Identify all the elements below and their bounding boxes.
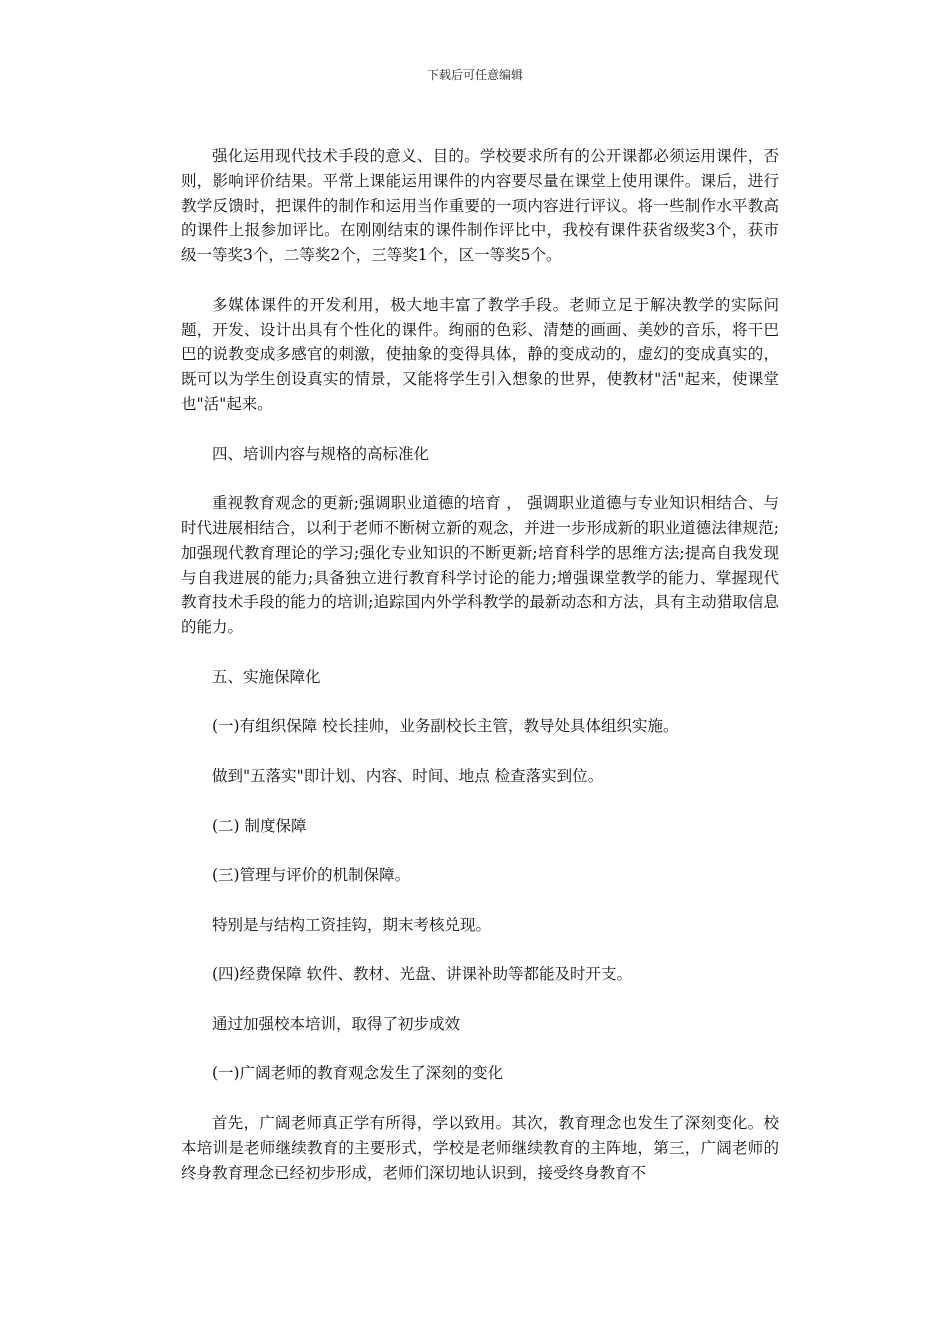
paragraph-training-content: 重视教育观念的更新;强调职业道德的培育 ， 强调职业道德与专业知识相结合、与时代进展相结合，以利于老师不断树立新的观念，并进一步形成新的职业道德法律规范;加强现代教育理论的学习;强化专业知识的不断更新;培育科学的思维方法;提高自我发现与自我进展的能力;具备独立进行教育科学讨论的能力;增强课堂教学的能力、掌握现代教育技术手段的能力的培训;追踪国内外学科教学的最新动态和方法，具有主动猎取信息的能力。 [181, 494, 779, 637]
paragraph-results-intro: 通过加强校本培训，取得了初步成效 [212, 1014, 461, 1033]
paragraph-five-implementations: 做到"五落实"即计划、内容、时间、地点 检查落实到位。 [212, 766, 604, 785]
document-body [181, 144, 779, 1185]
paragraph-results-detail: 首先，广阔老师真正学有所得，学以致用。其次，教育理念也发生了深刻变化。校本培训是老师继续教育的主要形式，学校是老师继续教育的主阵地，第三，广阔老师的终身教育理念已经初步形成，老师们深切地认识到，接受终身教育不 [181, 1114, 779, 1182]
paragraph-results-heading-1: (一)广阔老师的教育观念发生了深刻的变化 [212, 1064, 504, 1083]
paragraph-courseware-usage: 强化运用现代技术手段的意义、目的。学校要求所有的公开课都必须运用课件，否则，影响评价结果。平常上课能运用课件的内容要尽量在课堂上使用课件。课后，进行教学反馈时，把课件的制作和运用当作重要的一项内容进行评议。将一些制作水平教高的课件上报参加评比。在刚刚结束的课件制作评比中，我校有课件获省级奖3个，获市级一等奖3个，二等奖2个，三等奖1个，区一等奖5个。 [181, 147, 779, 265]
paragraph-salary-link: 特别是与结构工资挂钩，期末考核兑现。 [212, 915, 492, 934]
paragraph-system-guarantee: (二) 制度保障 [212, 816, 307, 835]
header-note: 下载后可任意编辑 [426, 68, 523, 82]
paragraph-funding: (四)经费保障 软件、教材、光盘、讲课补助等都能及时开支。 [212, 965, 633, 984]
paragraph-multimedia: 多媒体课件的开发利用，极大地丰富了教学手段。老师立足于解决教学的实际问题，开发、设计出具有个性化的课件。绚丽的色彩、清楚的画画、美妙的音乐，将干巴巴的说教变成多感官的刺激，使抽象的变得具体，静的变成动的，虚幻的变成真实的，既可以为学生创设真实的情景，又能将学生引入想象的世界，使教材"活"起来，使课堂也"活"起来。 [181, 295, 779, 413]
paragraph-evaluation-mechanism: (三)管理与评价的机制保障。 [212, 866, 411, 885]
section-heading-5: 五、实施保障化 [212, 667, 321, 686]
paragraph-organization: (一)有组织保障 校长挂帅，业务副校长主管，教导处具体组织实施。 [212, 717, 679, 736]
section-heading-4: 四、培训内容与规格的高标准化 [212, 444, 430, 463]
